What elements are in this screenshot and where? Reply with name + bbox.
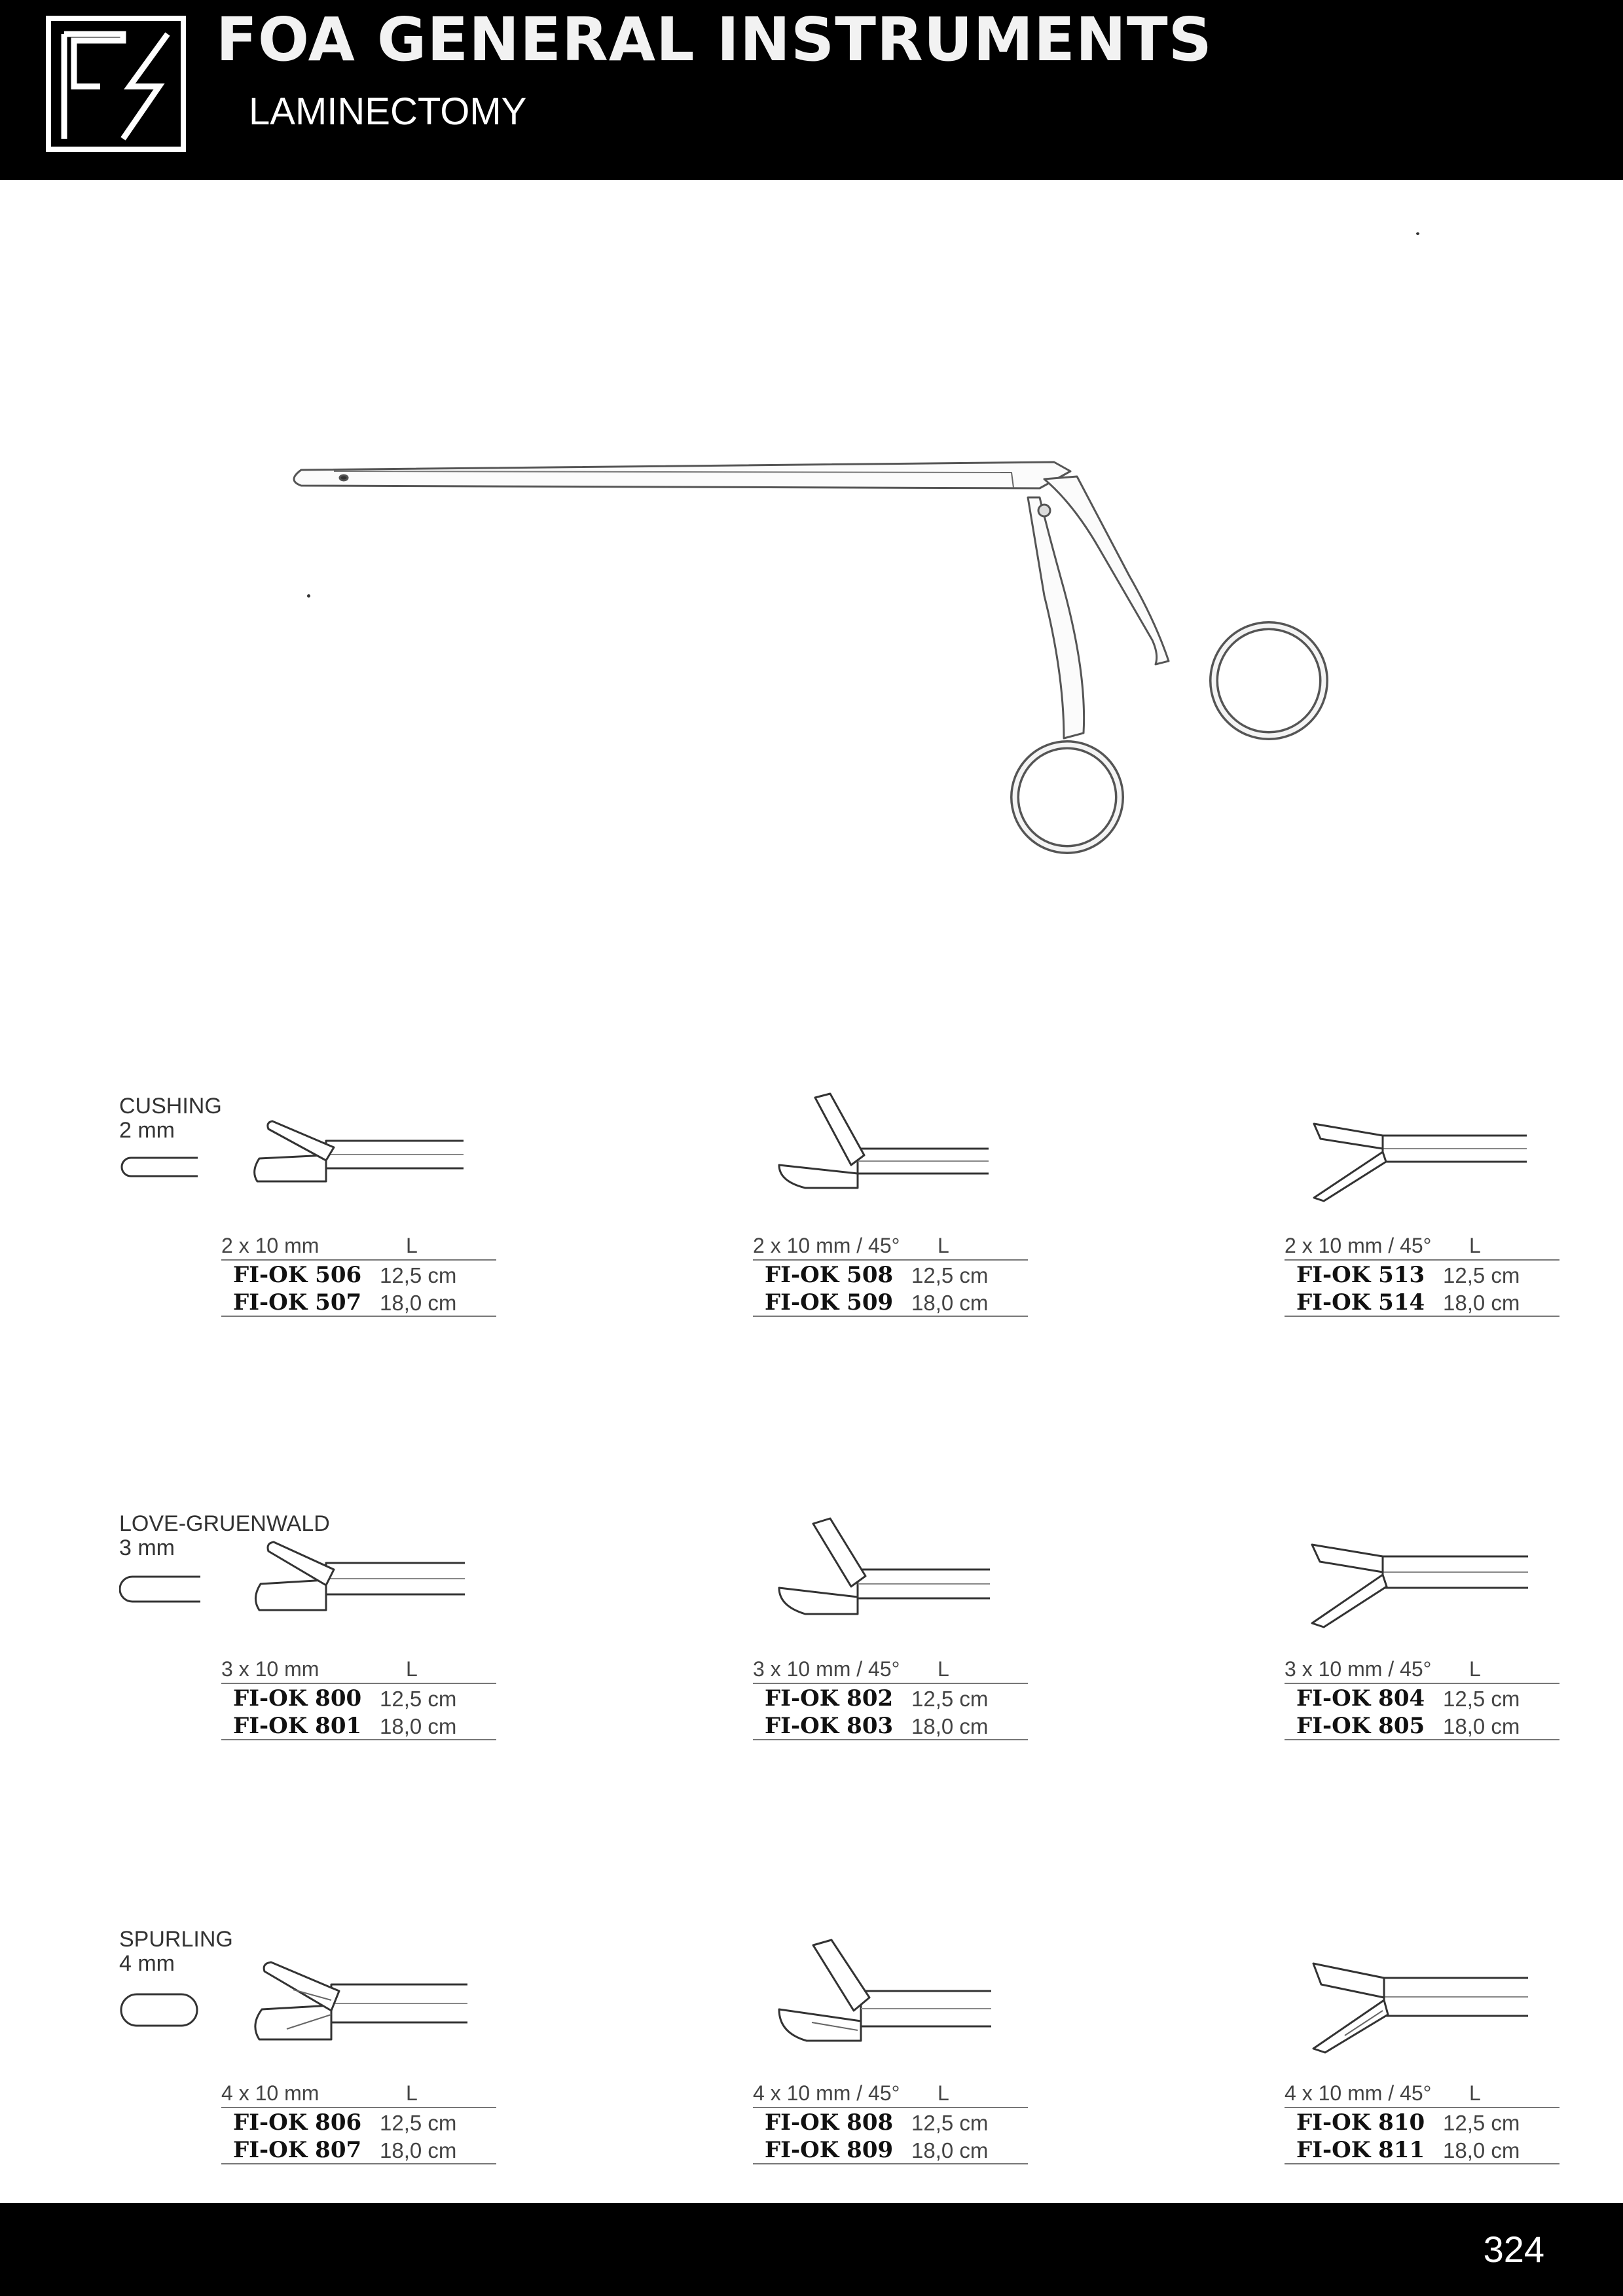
spec-header — [221, 2078, 496, 2108]
table-rule — [221, 2163, 496, 2164]
variant-upcut-love-gruenwald — [753, 1513, 1041, 1749]
product-row — [753, 1288, 1028, 1316]
straight-jaw-tip — [221, 1090, 509, 1234]
spec-header — [753, 2078, 1028, 2108]
product-code: FI-OK 802 — [765, 1685, 894, 1712]
spec-table — [1285, 1230, 1559, 1317]
product-length: 12,5 cm — [380, 2111, 457, 2135]
spec-table — [221, 1654, 496, 1740]
brand-logo — [45, 14, 187, 153]
product-row — [1285, 1712, 1559, 1739]
product-length: 12,5 cm — [911, 1687, 989, 1711]
spec-header — [221, 1230, 496, 1261]
product-code: FI-OK 804 — [1296, 1685, 1425, 1712]
product-code: FI-OK 808 — [765, 2109, 894, 2136]
product-length: 18,0 cm — [1443, 2138, 1520, 2162]
product-code: FI-OK 801 — [233, 1713, 362, 1739]
product-code: FI-OK 506 — [233, 1262, 362, 1288]
spec-table — [753, 1654, 1028, 1740]
variant-straight-spurling — [221, 1937, 509, 2173]
product-length: 12,5 cm — [380, 1687, 457, 1711]
product-code: FI-OK 508 — [765, 1262, 894, 1288]
length-header: L — [1469, 1657, 1481, 1681]
speck-dot — [1416, 232, 1419, 235]
variant-upcut-cushing — [753, 1090, 1041, 1325]
length-header: L — [1469, 1234, 1481, 1257]
length-header: L — [406, 2081, 418, 2105]
table-rule — [753, 1739, 1028, 1740]
product-length: 12,5 cm — [911, 1263, 989, 1287]
family-label-spurling — [119, 1928, 233, 1975]
family-size: 2 mm — [119, 1117, 175, 1143]
product-row — [753, 1261, 1028, 1288]
open-jaw-tip — [1285, 1513, 1573, 1657]
length-header: L — [938, 2081, 949, 2105]
product-row — [221, 1712, 496, 1739]
size-label: 2 x 10 mm / 45° — [753, 1234, 900, 1257]
variant-open-love-gruenwald — [1285, 1513, 1573, 1749]
open-jaw-tip — [1285, 1937, 1573, 2081]
size-label: 4 x 10 mm / 45° — [753, 2081, 900, 2105]
spec-header — [1285, 1230, 1559, 1261]
product-row — [1285, 1684, 1559, 1712]
product-code: FI-OK 810 — [1296, 2109, 1425, 2136]
family-name: SPURLING — [119, 1927, 233, 1952]
product-code: FI-OK 513 — [1296, 1262, 1425, 1288]
family-name: CUSHING — [119, 1094, 222, 1119]
size-label: 3 x 10 mm — [221, 1657, 319, 1681]
length-header: L — [1469, 2081, 1481, 2105]
length-header: L — [406, 1234, 418, 1257]
spec-table — [753, 2078, 1028, 2164]
size-label: 4 x 10 mm — [221, 2081, 319, 2105]
speck-dot — [307, 594, 310, 598]
product-code: FI-OK 811 — [1296, 2137, 1425, 2163]
product-length: 12,5 cm — [911, 2111, 989, 2135]
table-rule — [753, 2163, 1028, 2164]
product-length: 12,5 cm — [380, 1263, 457, 1287]
product-length: 12,5 cm — [1443, 1687, 1520, 1711]
size-label: 2 x 10 mm — [221, 1234, 319, 1257]
length-header: L — [938, 1234, 949, 1257]
size-label: 3 x 10 mm / 45° — [1285, 1657, 1432, 1681]
product-row — [221, 2108, 496, 2136]
jaw-profile-love-gruenwald — [119, 1574, 200, 1604]
spec-table — [221, 2078, 496, 2164]
family-label-cushing — [119, 1094, 222, 1142]
jaw-profile-spurling — [119, 1992, 200, 2029]
spec-header — [1285, 2078, 1559, 2108]
product-row — [221, 1684, 496, 1712]
product-row — [753, 1684, 1028, 1712]
product-code: FI-OK 800 — [233, 1685, 362, 1712]
section-title: LAMINECTOMY — [249, 90, 527, 133]
product-row — [753, 2108, 1028, 2136]
variant-straight-love-gruenwald — [221, 1513, 509, 1749]
spec-table — [1285, 2078, 1559, 2164]
product-row — [1285, 2136, 1559, 2163]
product-code: FI-OK 507 — [233, 1289, 362, 1316]
product-row — [221, 1261, 496, 1288]
product-length: 18,0 cm — [1443, 1714, 1520, 1738]
footer-bar — [0, 2203, 1623, 2296]
variant-straight-cushing — [221, 1090, 509, 1325]
product-row — [221, 1288, 496, 1316]
open-jaw-tip — [1285, 1090, 1573, 1234]
spec-header — [221, 1654, 496, 1684]
product-row — [1285, 1261, 1559, 1288]
product-length: 18,0 cm — [380, 2138, 457, 2162]
family-name: LOVE-GRUENWALD — [119, 1511, 330, 1536]
product-length: 12,5 cm — [1443, 1263, 1520, 1287]
upcut-jaw-tip — [753, 1513, 1041, 1657]
length-header: L — [406, 1657, 418, 1681]
product-length: 12,5 cm — [1443, 2111, 1520, 2135]
product-length: 18,0 cm — [911, 2138, 989, 2162]
size-label: 3 x 10 mm / 45° — [753, 1657, 900, 1681]
product-code: FI-OK 803 — [765, 1713, 894, 1739]
table-rule — [1285, 1739, 1559, 1740]
spec-header — [753, 1654, 1028, 1684]
product-row — [1285, 2108, 1559, 2136]
rongeur-illustration — [282, 425, 1395, 897]
spec-header — [1285, 1654, 1559, 1684]
size-label: 2 x 10 mm / 45° — [1285, 1234, 1432, 1257]
product-code: FI-OK 807 — [233, 2137, 362, 2163]
product-code: FI-OK 509 — [765, 1289, 894, 1316]
product-row — [753, 2136, 1028, 2163]
product-row — [1285, 1288, 1559, 1316]
spec-table — [1285, 1654, 1559, 1740]
variant-upcut-spurling — [753, 1937, 1041, 2173]
page-number: 324 — [1483, 2229, 1544, 2270]
product-row — [753, 1712, 1028, 1739]
table-rule — [221, 1739, 496, 1740]
product-code: FI-OK 806 — [233, 2109, 362, 2136]
spec-table — [221, 1230, 496, 1317]
jaw-profile-cushing — [119, 1155, 198, 1179]
table-rule — [1285, 1316, 1559, 1317]
spec-table — [753, 1230, 1028, 1317]
variant-open-cushing — [1285, 1090, 1573, 1325]
table-rule — [221, 1316, 496, 1317]
upcut-jaw-tip — [753, 1090, 1041, 1234]
family-size: 3 mm — [119, 1535, 175, 1560]
product-length: 18,0 cm — [1443, 1291, 1520, 1315]
brand-title: FOA GENERAL INSTRUMENTS — [216, 5, 1213, 75]
product-code: FI-OK 514 — [1296, 1289, 1425, 1316]
product-length: 18,0 cm — [380, 1714, 457, 1738]
size-label: 4 x 10 mm / 45° — [1285, 2081, 1432, 2105]
straight-jaw-tip — [221, 1937, 509, 2081]
family-size: 4 mm — [119, 1950, 175, 1976]
product-row — [221, 2136, 496, 2163]
table-rule — [753, 1316, 1028, 1317]
length-header: L — [938, 1657, 949, 1681]
spec-header — [753, 1230, 1028, 1261]
variant-open-spurling — [1285, 1937, 1573, 2173]
upcut-jaw-tip — [753, 1937, 1041, 2081]
header-bar — [0, 0, 1623, 180]
straight-jaw-tip — [221, 1513, 509, 1657]
product-length: 18,0 cm — [911, 1714, 989, 1738]
table-rule — [1285, 2163, 1559, 2164]
product-code: FI-OK 809 — [765, 2137, 894, 2163]
product-length: 18,0 cm — [911, 1291, 989, 1315]
product-code: FI-OK 805 — [1296, 1713, 1425, 1739]
product-length: 18,0 cm — [380, 1291, 457, 1315]
